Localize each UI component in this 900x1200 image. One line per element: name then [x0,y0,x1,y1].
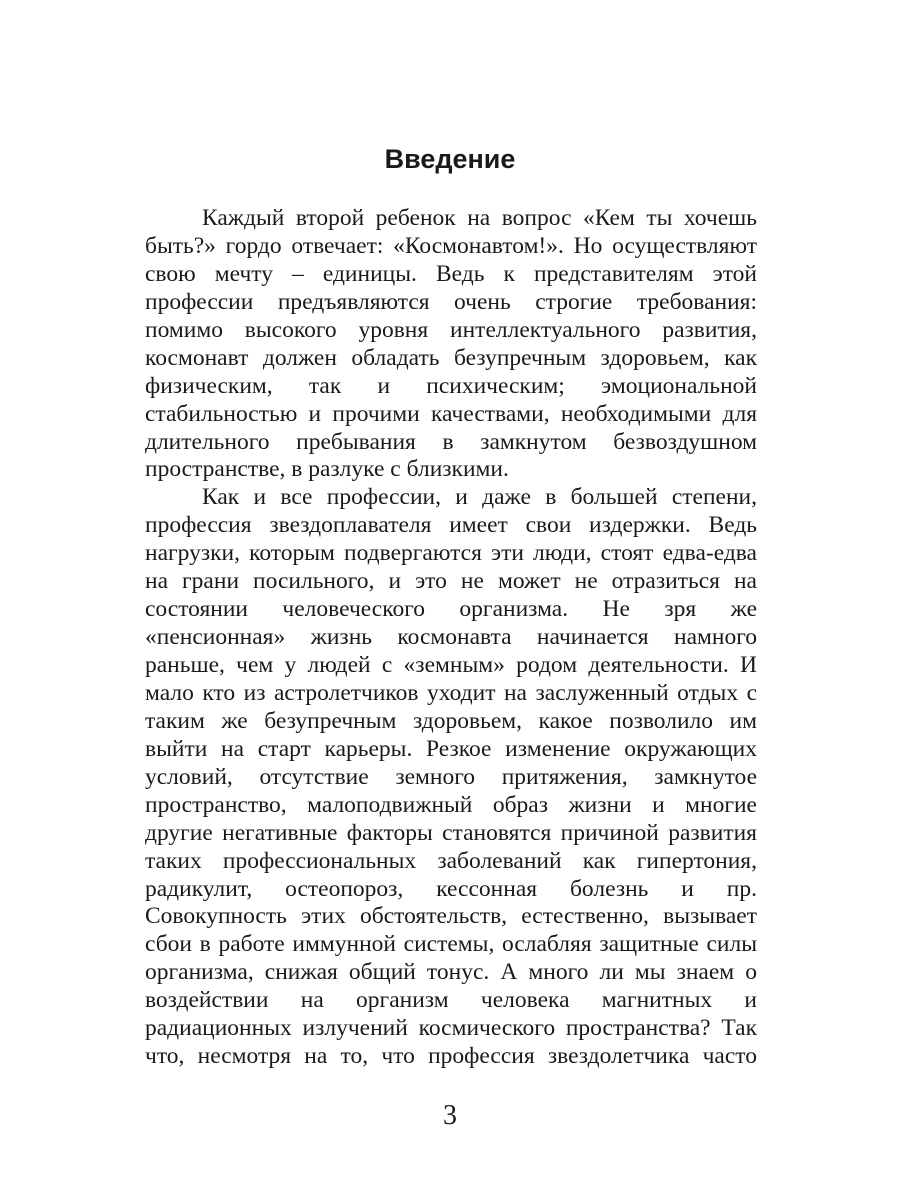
text-line: мало кто из астролетчиков уходит на заслуженный отдых с [145,679,757,706]
text-line: раньше, чем у людей с «земным» родом деятельности. И [145,652,757,678]
text-line: космонавт должен обладать безупречным здоровьем, как [145,344,757,371]
chapter-title: Введение [384,144,516,174]
text-line: Как и все профессии, и даже в большей степени, [202,484,757,511]
text-line: выйти на старт карьеры. Резкое изменение окружающих [145,735,757,762]
text-line: нагрузки, которым подвергаются эти люди, стоят едва-едва [145,540,757,567]
text-line: организма, снижая общий тонус. А много ли мы знаем о [145,959,757,986]
text-line: пространство, малоподвижный образ жизни и многие [145,791,757,818]
text-line: профессии предъявляются очень строгие требования: [145,288,757,315]
text-line: длительного пребывания в замкнутом безвоздушном [145,428,757,455]
text-line: стабильностью и прочими качествами, необходимыми для [145,400,757,427]
text-line: состоянии человеческого организма. Не зря же [145,596,757,623]
text-line: пространстве, в разлуке с близкими. [145,456,509,483]
text-line: свою мечту – единицы. Ведь к представителям этой [145,260,757,287]
page-number: 3 [443,1100,457,1131]
text-line: помимо высокого уровня интеллектуального развития, [145,316,757,343]
text-line: на грани посильного, и это не может не отразиться на [145,568,757,595]
body-text [145,205,757,1071]
paragraph-2 [145,484,757,1071]
text-line: сбои в работе иммунной системы, ослабляя защитные силы [145,931,757,958]
text-line: «пенсионная» жизнь космонавта начинается намного [145,624,757,651]
text-line: что, несмотря на то, что профессия звездолетчика часто [145,1043,757,1070]
text-line: профессия звездоплавателя имеет свои издержки. Ведь [145,512,757,539]
text-line: таким же безупречным здоровьем, какое позволило им [145,707,757,734]
text-line: физическим, так и психическим; эмоциональной [145,372,757,399]
text-line: другие негативные факторы становятся причиной развития [145,819,757,846]
text-line: быть?» гордо отвечает: «Космонавтом!». Но осуществляют [145,232,757,259]
text-line: Каждый второй ребенок на вопрос «Кем ты хочешь [202,205,757,231]
text-line: таких профессиональных заболеваний как гипертония, [145,847,757,874]
text-line: радикулит, остеопороз, кессонная болезнь и пр. [145,875,757,902]
paragraph-1 [145,205,757,484]
text-line: условий, отсутствие земного притяжения, замкнутое [145,763,757,790]
text-line: воздействии на организм человека магнитных и [145,987,757,1014]
text-line: радиационных излучений космического пространства? Так [145,1015,757,1042]
text-line: Совокупность этих обстоятельств, естественно, вызывает [145,903,757,930]
